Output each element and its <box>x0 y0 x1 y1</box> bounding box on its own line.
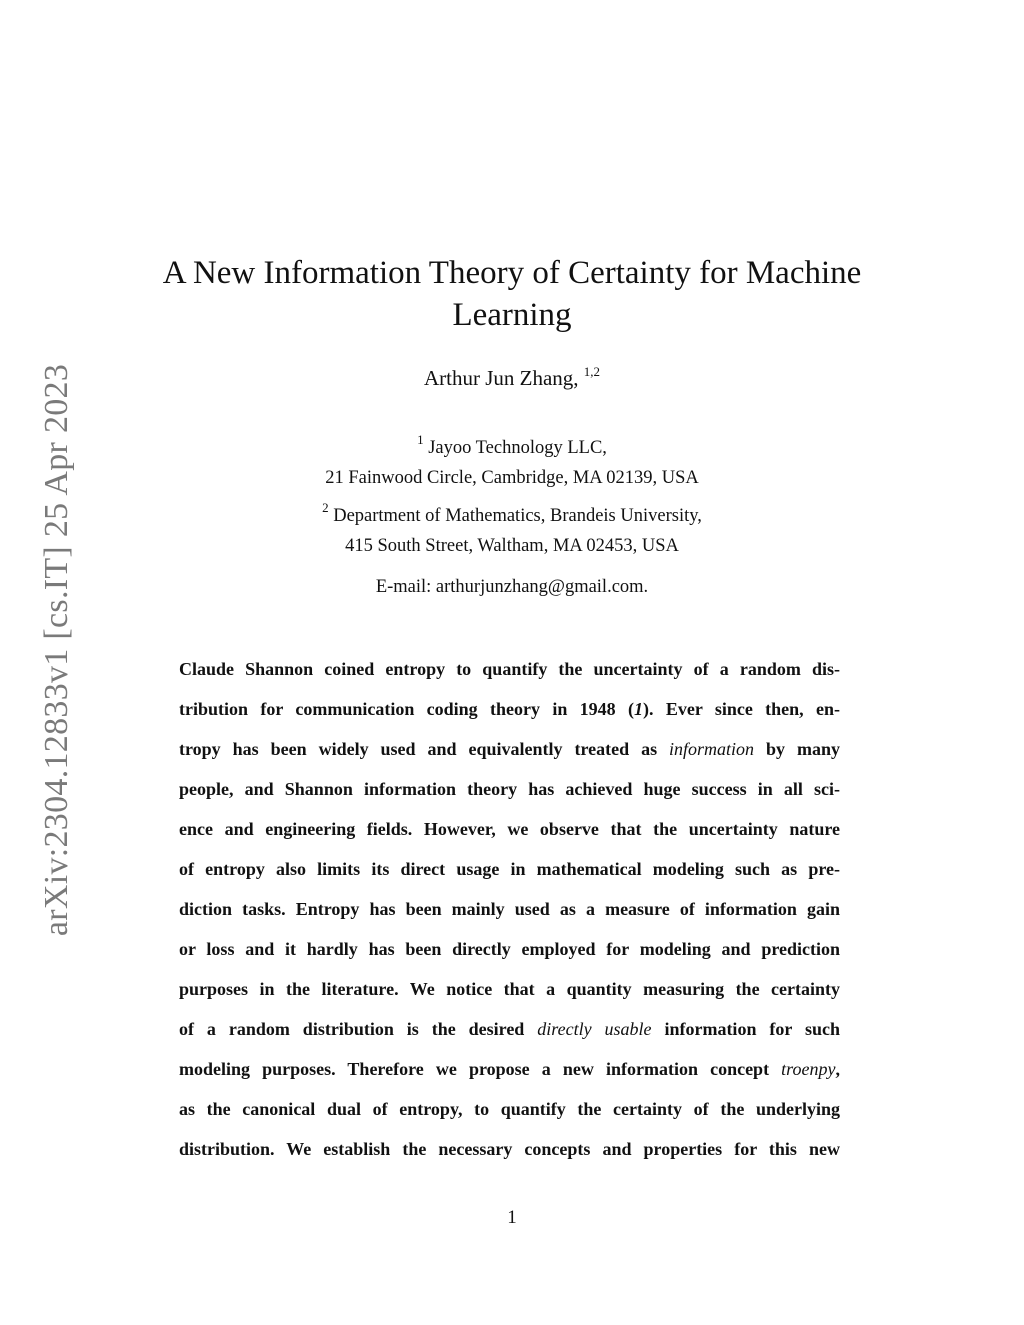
abstract-line: ence and engineering fields. However, we observe that the uncertainty nature <box>179 819 840 839</box>
affiliation-line <box>0 463 1024 493</box>
affiliations <box>0 425 1024 561</box>
page-number: 1 <box>507 1207 517 1228</box>
title-line-2: Learning <box>452 297 572 333</box>
affiliation-line <box>0 425 1024 463</box>
abstract-line: purposes in the literature. We notice that a quantity measuring the certainty <box>179 979 840 999</box>
abstract-line: modeling purposes. Therefore we propose a new information concept troenpy, <box>179 1059 840 1079</box>
abstract-line: of entropy also limits its direct usage in mathematical modeling such as pre- <box>179 859 840 879</box>
abstract-line: tropy has been widely used and equivalently treated as information by many <box>179 739 841 759</box>
abstract-line: tribution for communication coding theory in 1948 (1). Ever since then, en- <box>179 699 840 719</box>
author-email: E-mail: arthurjunzhang@gmail.com. <box>375 577 649 597</box>
affiliation-line <box>0 493 1024 531</box>
paper-title <box>0 252 1024 336</box>
author-line <box>0 364 1024 391</box>
abstract-line: of a random distribution is the desired directly usable information for such <box>179 1019 840 1039</box>
author-affiliation-marks: 1,2 <box>583 364 601 379</box>
affiliation-mark: 1 <box>417 432 424 447</box>
affiliation-mark: 2 <box>322 500 329 515</box>
author-name: Arthur Jun Zhang, <box>423 366 579 390</box>
abstract-line: diction tasks. Entropy has been mainly used as a measure of information gain <box>179 899 840 919</box>
affiliation-text: Department of Mathematics, Brandeis University, <box>333 506 702 526</box>
abstract-line: or loss and it hardly has been directly employed for modeling and prediction <box>179 939 840 959</box>
emphasis: information <box>669 739 755 759</box>
arxiv-stamp: arXiv:2304.12833v1 [cs.IT] 25 Apr 2023 <box>38 363 75 937</box>
affiliation-text: Jayoo Technology LLC, <box>428 438 607 458</box>
abstract-line: Claude Shannon coined entropy to quantify the uncertainty of a random dis- <box>179 659 840 679</box>
abstract-line: as the canonical dual of entropy, to quantify the certainty of the underlying <box>179 1099 840 1119</box>
affiliation-text: 21 Fainwood Circle, Cambridge, MA 02139, USA <box>325 468 699 488</box>
abstract <box>179 649 840 1169</box>
abstract-line: people, and Shannon information theory has achieved huge success in all sci- <box>179 779 840 799</box>
citation-ref[interactable]: 1 <box>634 699 644 719</box>
title-line-1: A New Information Theory of Certainty for Machine <box>162 255 862 291</box>
emphasis: directly usable <box>537 1019 652 1039</box>
emphasis: troenpy <box>781 1059 836 1079</box>
affiliation-text: 415 South Street, Waltham, MA 02453, USA <box>345 536 679 556</box>
abstract-line: distribution. We establish the necessary concepts and properties for this new <box>179 1139 840 1159</box>
affiliation-line <box>0 531 1024 561</box>
